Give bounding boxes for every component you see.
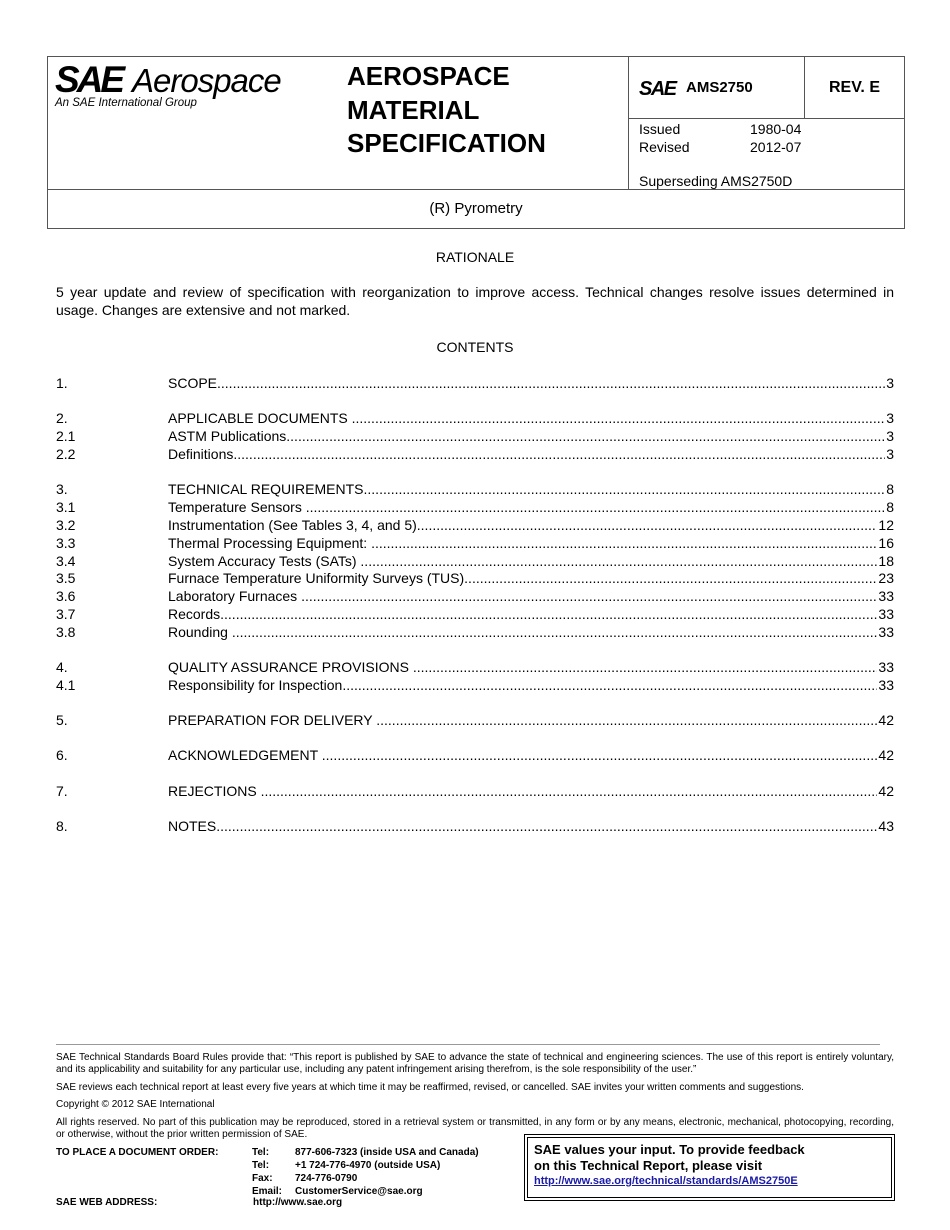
toc-section-title: Furnace Temperature Uniformity Surveys (TUS) xyxy=(168,570,465,586)
sae-logo-mark: SAE xyxy=(55,59,123,100)
issued-value: 1980-04 xyxy=(750,121,802,137)
title-line-1: AEROSPACE xyxy=(347,61,510,91)
toc-page-number: 33 xyxy=(878,659,894,675)
toc-line xyxy=(168,746,894,764)
toc-section-title: ACKNOWLEDGEMENT xyxy=(168,747,322,763)
toc-line xyxy=(168,498,894,516)
toc-page-number: 33 xyxy=(878,677,894,693)
toc-entry[interactable] xyxy=(56,587,894,605)
toc-entry[interactable] xyxy=(56,676,894,694)
toc-section-number: 2.2 xyxy=(56,446,76,462)
toc-leader-dots xyxy=(233,445,885,463)
feedback-line-1: SAE values your input. To provide feedback xyxy=(534,1142,805,1157)
toc-leader-dots xyxy=(286,427,885,445)
review-text: SAE reviews each technical report at least every five years at which time it may be reaffirmed, revised, or cancelled. SAE invites your written comments and suggestions. xyxy=(56,1082,804,1093)
toc-line xyxy=(168,782,894,800)
sae-small-logo: SAE xyxy=(639,78,676,100)
toc-section-title: QUALITY ASSURANCE PROVISIONS xyxy=(168,659,413,675)
feedback-line-2: on this Technical Report, please visit xyxy=(534,1158,763,1173)
toc-leader-dots xyxy=(342,676,877,694)
toc-section-title: Thermal Processing Equipment: xyxy=(168,535,372,551)
contact-fax: 724-776-0790 xyxy=(295,1173,358,1184)
toc-leader-dots xyxy=(306,498,885,516)
title-line-2: MATERIAL xyxy=(347,94,480,125)
toc-line xyxy=(168,676,894,694)
rationale-text: 5 year update and review of specification with reorganization to improve access. Technical changes resolve issues determined in usage. Changes are extensive and not marked. xyxy=(56,284,894,318)
toc-entry[interactable] xyxy=(56,374,894,392)
toc-section-title: Instrumentation (See Tables 3, 4, and 5) xyxy=(168,517,417,533)
toc-section-title: APPLICABLE DOCUMENTS xyxy=(168,410,352,426)
toc-line xyxy=(168,409,894,427)
toc-leader-dots xyxy=(352,409,886,427)
rationale-heading: RATIONALE xyxy=(435,249,515,265)
toc-entry[interactable] xyxy=(56,427,894,445)
toc-page-number: 42 xyxy=(878,712,894,728)
superseding-note: Superseding AMS2750D xyxy=(639,173,793,189)
toc-section-number: 3.5 xyxy=(56,570,76,586)
toc-section-number: 5. xyxy=(56,712,68,728)
toc-section-title: REJECTIONS xyxy=(168,783,261,799)
toc-line xyxy=(168,534,894,552)
toc-line xyxy=(168,623,894,641)
specification-title xyxy=(347,60,546,161)
toc-page-number: 43 xyxy=(878,818,894,834)
toc-leader-dots xyxy=(322,746,878,764)
aerospace-logo-word: Aerospace xyxy=(132,62,281,99)
toc-page-number: 33 xyxy=(878,624,894,640)
toc-section-title: TECHNICAL REQUIREMENTS xyxy=(168,481,364,497)
toc-section-number: 1. xyxy=(56,375,68,391)
toc-section-number: 3.3 xyxy=(56,535,76,551)
toc-leader-dots xyxy=(217,374,885,392)
toc-section-number: 8. xyxy=(56,818,68,834)
toc-line xyxy=(168,374,894,392)
toc-page-number: 3 xyxy=(886,375,894,391)
toc-page-number: 18 xyxy=(878,553,894,569)
contents-heading: CONTENTS xyxy=(436,339,514,355)
toc-entry[interactable] xyxy=(56,658,894,676)
web-address-label: SAE WEB ADDRESS: xyxy=(56,1197,158,1208)
toc-line xyxy=(168,516,894,534)
toc-section-title: Responsibility for Inspection xyxy=(168,677,343,693)
toc-entry[interactable] xyxy=(56,534,894,552)
toc-section-number: 3.8 xyxy=(56,624,76,640)
toc-section-number: 4. xyxy=(56,659,68,675)
document-header xyxy=(47,56,905,229)
feedback-box xyxy=(527,1137,892,1198)
toc-section-number: 4.1 xyxy=(56,677,76,693)
toc-section-number: 2. xyxy=(56,410,68,426)
toc-line xyxy=(168,711,894,729)
toc-entry[interactable] xyxy=(56,605,894,623)
toc-page-number: 16 xyxy=(878,535,894,551)
toc-section-number: 3.7 xyxy=(56,606,76,622)
document-subject: (R) Pyrometry xyxy=(429,200,523,217)
footer-divider xyxy=(56,1044,880,1045)
document-number: AMS2750 xyxy=(686,79,753,96)
web-address-link[interactable]: http://www.sae.org xyxy=(253,1197,343,1208)
toc-section-number: 2.1 xyxy=(56,428,76,444)
toc-entry[interactable] xyxy=(56,552,894,570)
header-top-row xyxy=(48,57,904,190)
toc-entry[interactable] xyxy=(56,711,894,729)
toc-leader-dots xyxy=(216,817,877,835)
revised-label: Revised xyxy=(639,139,690,155)
toc-entry[interactable] xyxy=(56,817,894,835)
order-label: TO PLACE A DOCUMENT ORDER: xyxy=(56,1147,219,1158)
toc-page-number: 33 xyxy=(878,606,894,622)
toc-section-title: Definitions xyxy=(168,446,234,462)
toc-leader-dots xyxy=(232,623,878,641)
toc-section-number: 3.6 xyxy=(56,588,76,604)
toc-leader-dots xyxy=(413,658,878,676)
toc-leader-dots xyxy=(360,552,877,570)
toc-page-number: 42 xyxy=(878,783,894,799)
toc-page-number: 3 xyxy=(886,410,894,426)
toc-page-number: 8 xyxy=(886,481,894,497)
toc-line xyxy=(168,445,894,463)
toc-section-number: 3.1 xyxy=(56,499,76,515)
issued-label: Issued xyxy=(639,121,681,137)
toc-line xyxy=(168,658,894,676)
feedback-link[interactable]: http://www.sae.org/technical/standards/AMS2750E xyxy=(534,1175,798,1187)
toc-leader-dots xyxy=(220,605,877,623)
toc-section-number: 3.4 xyxy=(56,553,76,569)
revised-value: 2012-07 xyxy=(750,139,802,155)
rights-text: All rights reserved. No part of this publication may be reproduced, stored in a retrieval system or transmitted, in any form or by any means, electronic, mechanical, photocopying, recording, or otherwise, without the prior written permission of SAE. xyxy=(56,1117,894,1140)
toc-section-number: 3.2 xyxy=(56,517,76,533)
toc-leader-dots xyxy=(371,534,877,552)
toc-entry[interactable] xyxy=(56,480,894,498)
toc-line xyxy=(168,480,894,498)
toc-entry[interactable] xyxy=(56,516,894,534)
toc-entry[interactable] xyxy=(56,445,894,463)
standards-rules-text: SAE Technical Standards Board Rules provide that: “This report is published by SAE to advance the state of technical and engineering sciences. The use of this report is entirely voluntary, and its applicability and suitability for any particular use, including any patent infringement arising therefrom, is the sole responsibility of the user.” xyxy=(56,1052,894,1075)
toc-section-title: NOTES xyxy=(168,818,217,834)
toc-section-number: 3. xyxy=(56,481,68,497)
toc-line xyxy=(168,587,894,605)
document-id-row xyxy=(629,57,905,119)
toc-page-number: 23 xyxy=(878,570,894,586)
toc-section-title: Rounding xyxy=(168,624,232,640)
toc-page-number: 12 xyxy=(878,517,894,533)
contact-key: Tel: xyxy=(252,1147,270,1158)
toc-leader-dots xyxy=(464,569,877,587)
toc-page-number: 42 xyxy=(878,747,894,763)
toc-section-title: ASTM Publications xyxy=(168,428,287,444)
revision-label: REV. E xyxy=(804,57,904,119)
toc-section-title: Records xyxy=(168,606,221,622)
toc-leader-dots xyxy=(376,711,877,729)
toc-leader-dots xyxy=(301,587,877,605)
toc-section-title: PREPARATION FOR DELIVERY xyxy=(168,712,377,728)
toc-entry[interactable] xyxy=(56,782,894,800)
document-number-cell xyxy=(629,57,804,119)
toc-entry[interactable] xyxy=(56,498,894,516)
logo-cell xyxy=(48,57,628,190)
toc-page-number: 33 xyxy=(878,588,894,604)
toc-leader-dots xyxy=(417,516,878,534)
toc-line xyxy=(168,605,894,623)
toc-entry[interactable] xyxy=(56,746,894,764)
toc-section-number: 6. xyxy=(56,747,68,763)
toc-section-title: Temperature Sensors xyxy=(168,499,306,515)
toc-leader-dots xyxy=(364,480,886,498)
toc-page-number: 8 xyxy=(886,499,894,515)
title-line-3: SPECIFICATION xyxy=(347,128,546,158)
copyright-text: Copyright © 2012 SAE International xyxy=(56,1099,215,1110)
contact-phone-usa[interactable]: 877-606-7323 (inside USA and Canada) xyxy=(295,1147,479,1158)
toc-entry[interactable] xyxy=(56,569,894,587)
toc-page-number: 3 xyxy=(886,446,894,462)
toc-section-title: System Accuracy Tests (SATs) xyxy=(168,553,361,569)
contact-key: Email: xyxy=(252,1186,283,1197)
document-meta-cell xyxy=(628,57,904,190)
toc-page-number: 3 xyxy=(886,428,894,444)
toc-section-number: 7. xyxy=(56,783,68,799)
contact-key: Tel: xyxy=(252,1160,270,1171)
toc-line xyxy=(168,817,894,835)
toc-line xyxy=(168,569,894,587)
contact-key: Fax: xyxy=(252,1173,273,1184)
contact-email[interactable]: CustomerService@sae.org xyxy=(295,1186,423,1197)
toc-entry[interactable] xyxy=(56,409,894,427)
logo-tagline: An SAE International Group xyxy=(55,97,197,109)
toc-line xyxy=(168,552,894,570)
contact-phone-intl[interactable]: +1 724-776-4970 (outside USA) xyxy=(295,1160,441,1171)
toc-leader-dots xyxy=(261,782,878,800)
toc-section-title: Laboratory Furnaces xyxy=(168,588,302,604)
toc-section-title: SCOPE xyxy=(168,375,218,391)
toc-entry[interactable] xyxy=(56,623,894,641)
toc-line xyxy=(168,427,894,445)
